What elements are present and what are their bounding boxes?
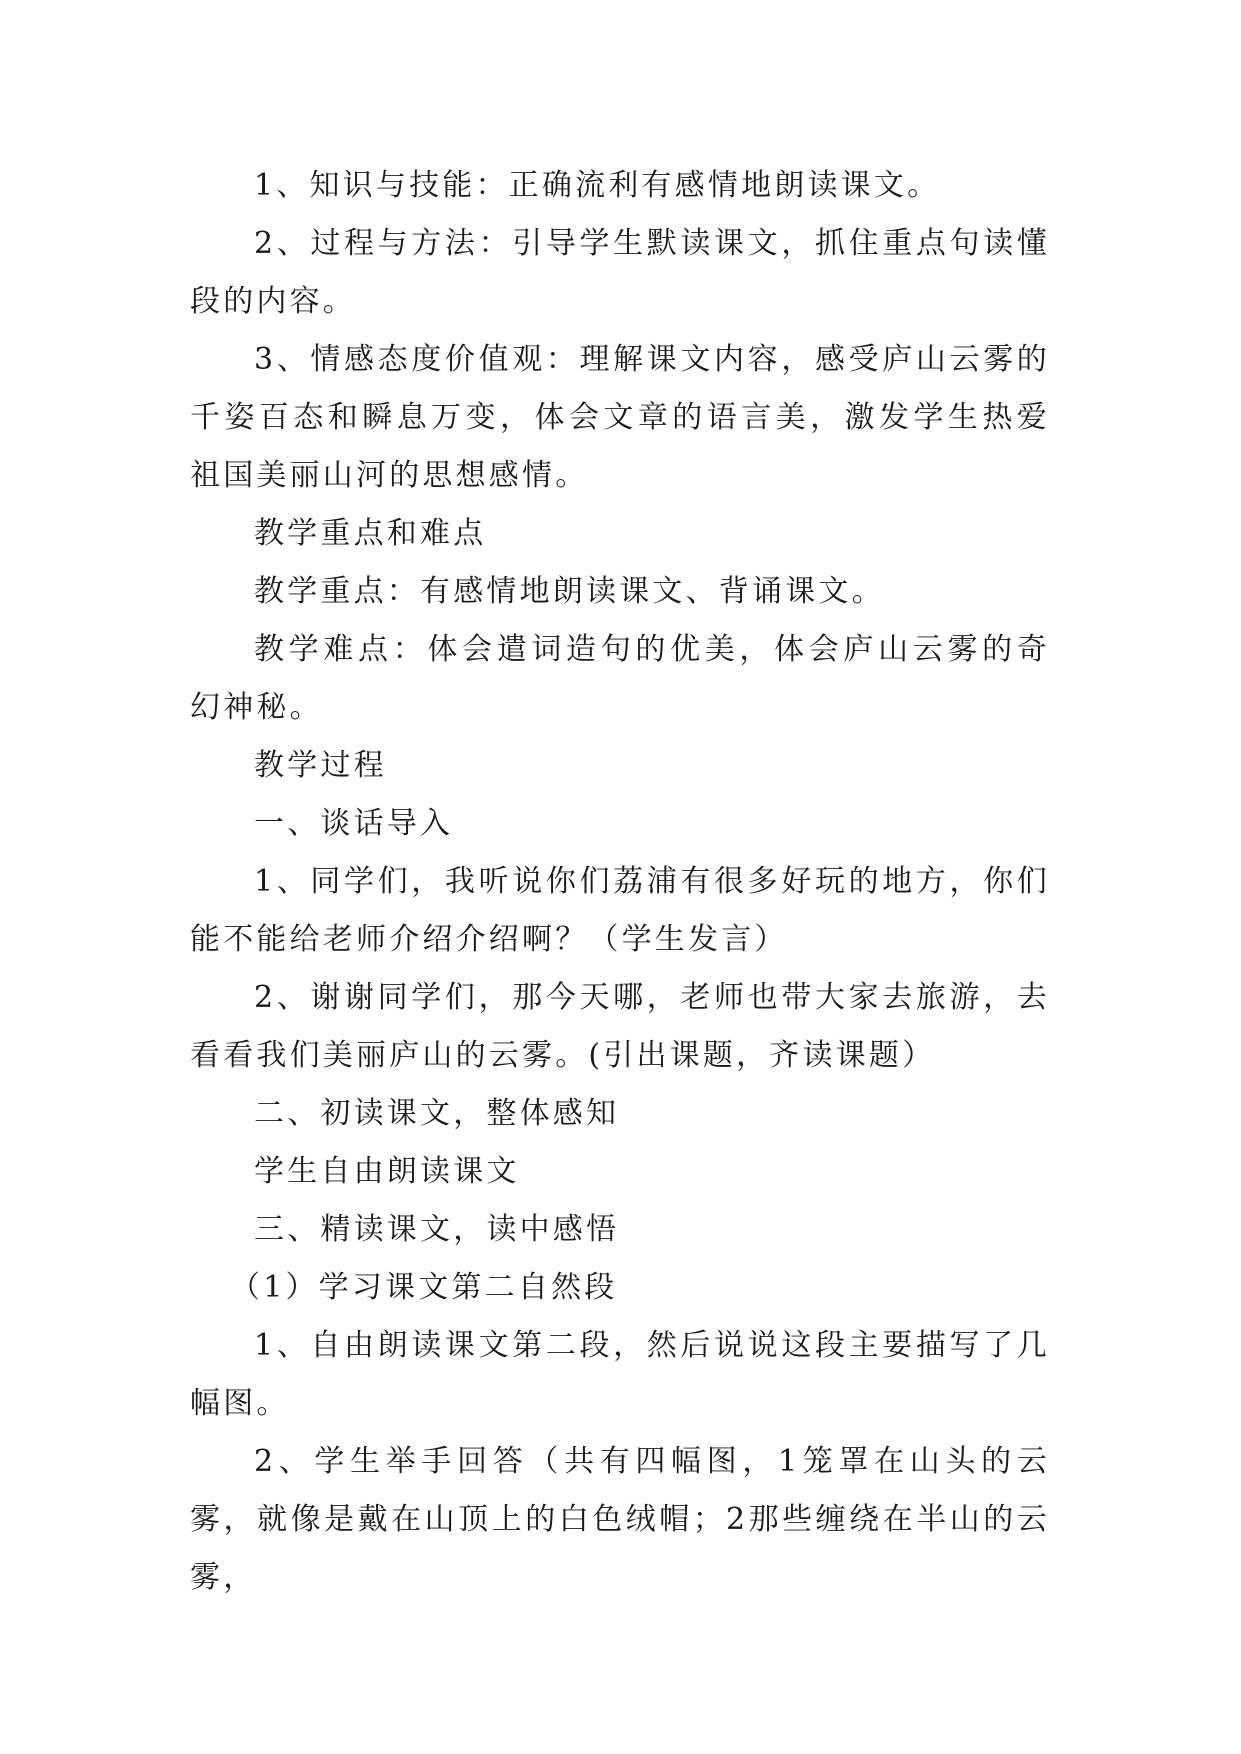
free-reading: 学生自由朗读课文 (254, 1154, 520, 1189)
heading-teaching-process: 教学过程 (254, 748, 387, 783)
objective-knowledge-skills: 1、知识与技能：正确流利有感情地朗读课文。 (254, 168, 941, 203)
document-body (190, 157, 1050, 1607)
heading-key-points-difficulties: 教学重点和难点 (254, 516, 487, 551)
section-close-reading: 三、精读课文，读中感悟 (254, 1212, 620, 1247)
section-first-reading: 二、初读课文，整体感知 (254, 1096, 620, 1131)
objective-emotion-values: 3、情感态度价值观：理解课文内容，感受庐山云雾的千姿百态和瞬息万变，体会文章的语言美，激发学生热爱祖国美丽山河的思想感情。 (190, 342, 1050, 493)
close-reading-step-1: 1、自由朗读课文第二段，然后说说这段主要描写了几幅图。 (190, 1328, 1050, 1421)
subsection-paragraph-two: （1）学习课文第二自然段 (230, 1270, 618, 1305)
key-point: 教学重点：有感情地朗读课文、背诵课文。 (254, 574, 885, 609)
section-introduction: 一、谈话导入 (254, 806, 454, 841)
objective-process-methods: 2、过程与方法：引导学生默读课文，抓住重点句读懂段的内容。 (190, 226, 1050, 319)
difficult-point: 教学难点：体会遣词造句的优美，体会庐山云雾的奇幻神秘。 (190, 632, 1050, 725)
close-reading-step-2: 2、学生举手回答（共有四幅图，1笼罩在山头的云雾，就像是戴在山顶上的白色绒帽；2那些缠绕在半山的云雾， (190, 1444, 1050, 1595)
intro-step-2: 2、谢谢同学们，那今天哪，老师也带大家去旅游，去看看我们美丽庐山的云雾。(引出课题，齐读课题） (190, 980, 1050, 1073)
intro-step-1: 1、同学们，我听说你们荔浦有很多好玩的地方，你们能不能给老师介绍介绍啊？（学生发言） (190, 864, 1050, 957)
